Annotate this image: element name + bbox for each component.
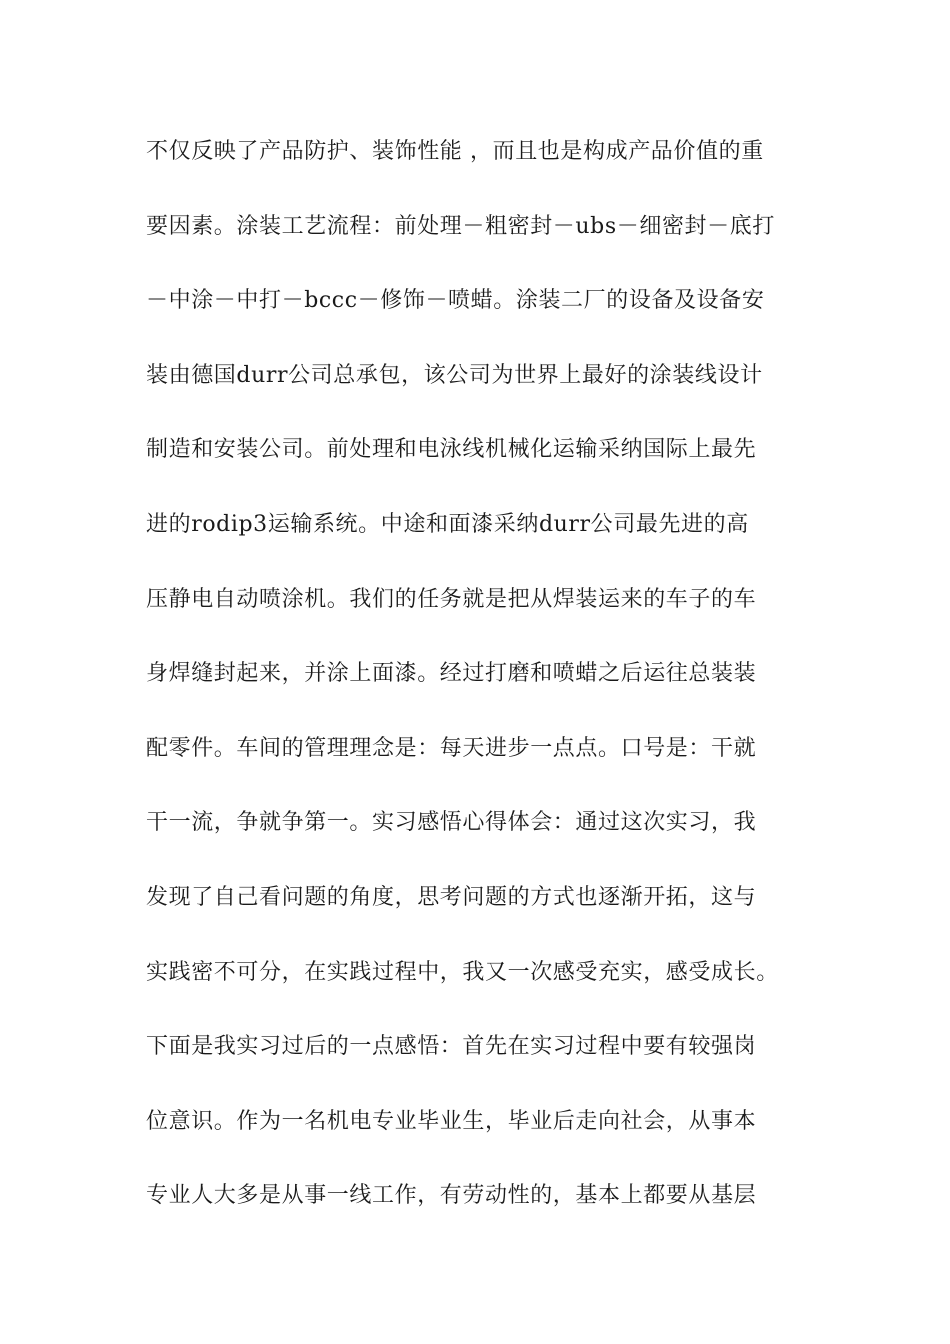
text-line: 发现了自己看问题的角度，思考问题的方式也逐渐开拓，这与	[146, 884, 757, 910]
text-line: 装由德国durr公司总承包，该公司为世界上最好的涂装线设计	[146, 362, 763, 388]
text-line: 下面是我实习过后的一点感悟：首先在实习过程中要有较强岗	[146, 1034, 757, 1060]
text-line: 进的rodip3运输系统。中途和面漆采纳durr公司最先进的高	[146, 511, 749, 537]
text-line: 实践密不可分，在实践过程中，我又一次感受充实，感受成长。	[146, 959, 779, 985]
text-line: －中涂－中打－bccc－修饰－喷蜡。涂装二厂的设备及设备安	[146, 288, 765, 314]
text-line: 压静电自动喷涂机。我们的任务就是把从焊装运来的车子的车	[146, 586, 757, 612]
text-line: 配零件。车间的管理理念是：每天进步一点点。口号是：干就	[146, 735, 757, 761]
text-line: 干一流，争就争第一。实习感悟心得体会：通过这次实习，我	[146, 810, 757, 836]
text-line: 制造和安装公司。前处理和电泳线机械化运输采纳国际上最先	[146, 437, 757, 463]
text-line: 专业人大多是从事一线工作，有劳动性的，基本上都要从基层	[146, 1183, 757, 1209]
body-text	[146, 132, 866, 1251]
text-line: 身焊缝封起来，并涂上面漆。经过打磨和喷蜡之后运往总装装	[146, 661, 757, 687]
text-line: 不仅反映了产品防护、装饰性能 ，而且也是构成产品价值的重	[146, 139, 764, 164]
text-line: 要因素。涂装工艺流程：前处理－粗密封－ubs－细密封－底打	[146, 213, 775, 239]
text-line: 位意识。作为一名机电专业毕业生，毕业后走向社会，从事本	[146, 1108, 757, 1134]
